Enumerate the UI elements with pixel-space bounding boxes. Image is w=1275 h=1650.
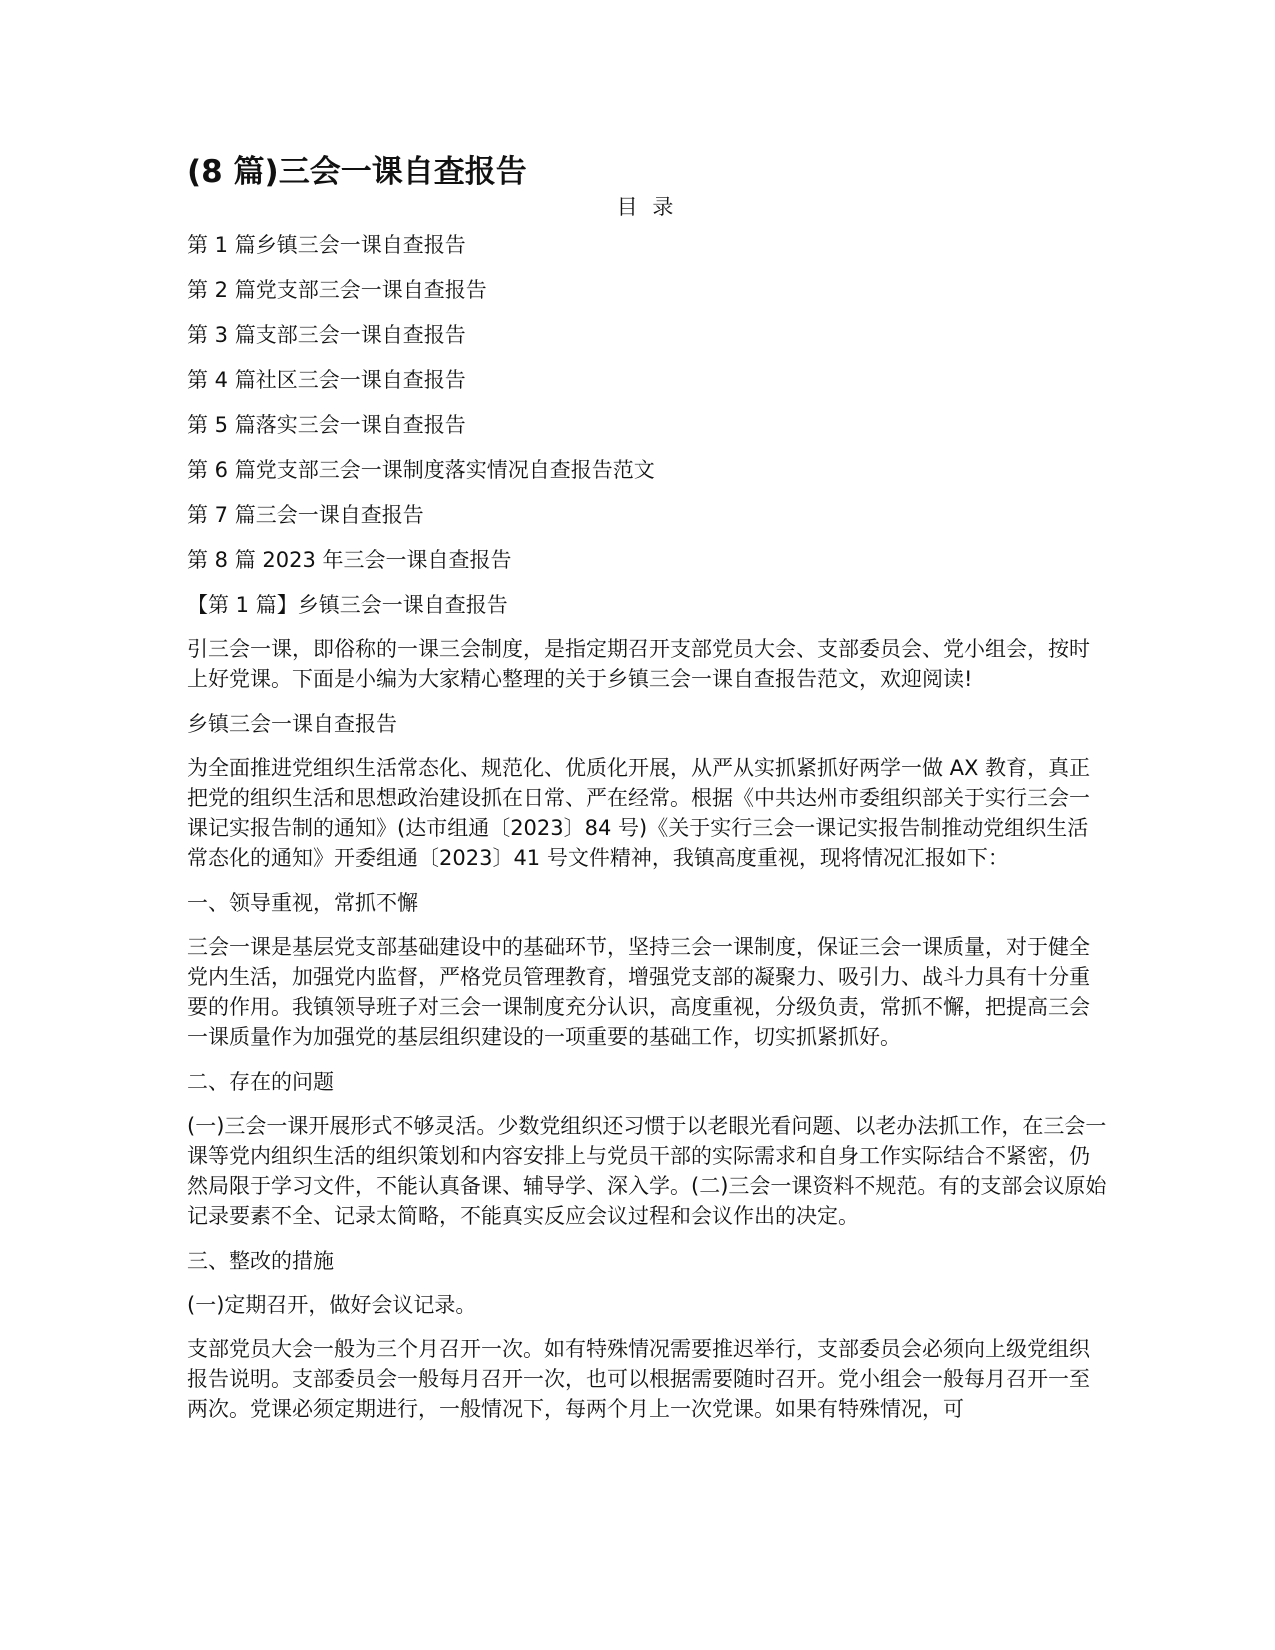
toc-heading: 目 录 xyxy=(616,195,678,219)
document-title: (8 篇)三会一课自查报告 xyxy=(187,154,527,190)
section-heading-part-1: 【第 1 篇】乡镇三会一课自查报告 xyxy=(187,593,508,617)
toc-item-3[interactable]: 第 3 篇支部三会一课自查报告 xyxy=(187,323,466,347)
problems-paragraph: (一)三会一课开展形式不够灵活。少数党组织还习惯于以老眼光看问题、以老办法抓工作，在三会一课等党内组织生活的组织策划和内容安排上与党员干部的实际需求和自身工作实际结合不紧密，仍然局限于学习文件，不能认真备课、辅导学、深入学。(二)三会一课资料不规范。有的支部会议原始记录要素不全、记录太简略，不能真实反应会议过程和会议作出的决定。 xyxy=(187,1114,1107,1228)
section-heading-problems: 二、存在的问题 xyxy=(187,1070,334,1094)
toc-item-5[interactable]: 第 5 篇落实三会一课自查报告 xyxy=(187,413,466,437)
leadership-paragraph: 三会一课是基层党支部基础建设中的基础环节，坚持三会一课制度，保证三会一课质量，对于健全党内生活，加强党内监督，严格党员管理教育，增强党支部的凝聚力、吸引力、战斗力具有十分重要的作用。我镇领导班子对三会一课制度充分认识，高度重视，分级负责，常抓不懈，把提高三会一课质量作为加强党的基层组织建设的一项重要的基础工作，切实抓紧抓好。 xyxy=(187,935,1090,1049)
measures-paragraph: 支部党员大会一般为三个月召开一次。如有特殊情况需要推迟举行，支部委员会必须向上级党组织报告说明。支部委员会一般每月召开一次，也可以根据需要随时召开。党小组会一般每月召开一至两次。党课必须定期进行，一般情况下，每两个月上一次党课。如果有特殊情况，可 xyxy=(187,1337,1090,1421)
background-paragraph: 为全面推进党组织生活常态化、规范化、优质化开展，从严从实抓紧抓好两学一做 ΑΧ 教育，真正把党的组织生活和思想政治建设抓在日常、严在经常。根据《中共达州市委组织部关于实行三会一课记实报告制的通知》(达市组通〔2023〕84 号)《关于实行三会一课记实报告制推动党组织生活常态化的通知》开委组通〔2023〕41 号文件精神，我镇高度重视，现将情况汇报如下： xyxy=(187,756,1091,870)
toc-item-7[interactable]: 第 7 篇三会一课自查报告 xyxy=(187,503,424,527)
report-subtitle: 乡镇三会一课自查报告 xyxy=(187,712,397,736)
toc-item-8[interactable]: 第 8 篇 2023 年三会一课自查报告 xyxy=(187,548,512,572)
toc-item-4[interactable]: 第 4 篇社区三会一课自查报告 xyxy=(187,368,466,392)
table-of-contents xyxy=(187,230,1107,575)
toc-item-6[interactable]: 第 6 篇党支部三会一课制度落实情况自查报告范文 xyxy=(187,458,655,482)
section-heading-measures: 三、整改的措施 xyxy=(187,1249,334,1273)
toc-item-2[interactable]: 第 2 篇党支部三会一课自查报告 xyxy=(187,278,487,302)
measure-heading-1: (一)定期召开，做好会议记录。 xyxy=(187,1293,477,1317)
document-content xyxy=(187,152,1107,1439)
intro-paragraph: 引三会一课，即俗称的一课三会制度，是指定期召开支部党员大会、支部委员会、党小组会，按时上好党课。下面是小编为大家精心整理的关于乡镇三会一课自查报告范文，欢迎阅读! xyxy=(187,637,1090,691)
toc-item-1[interactable]: 第 1 篇乡镇三会一课自查报告 xyxy=(187,233,466,257)
section-heading-leadership: 一、领导重视，常抓不懈 xyxy=(187,891,418,915)
